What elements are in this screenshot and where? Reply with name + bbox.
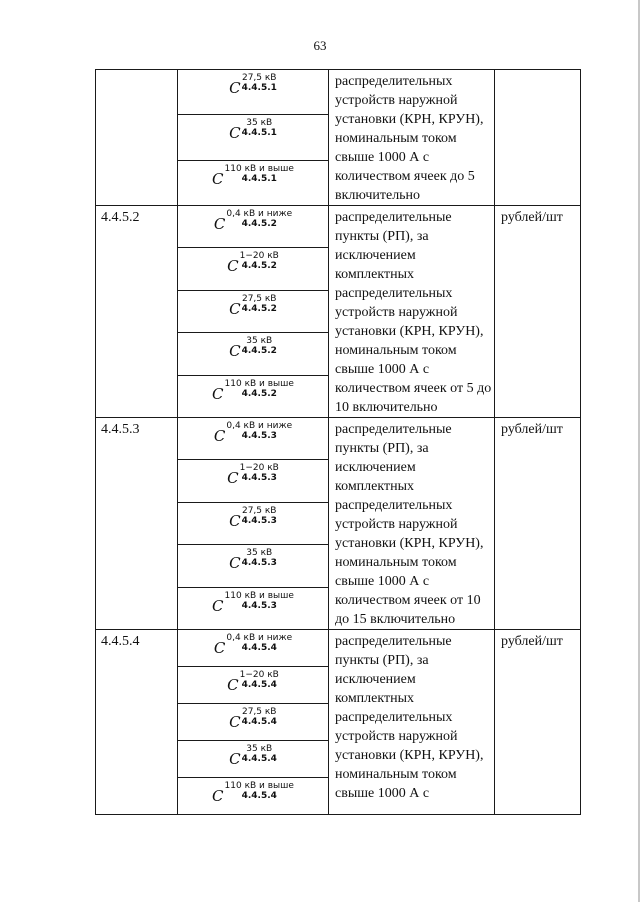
- rate-symbol-cell: [178, 248, 329, 290]
- rate-symbol-voltage: 27,5 кВ: [241, 293, 277, 304]
- rate-symbol-base: C: [227, 469, 239, 488]
- rate-symbol-base: C: [212, 596, 224, 615]
- item-code: 4.4.5.4: [96, 630, 178, 815]
- item-code: [96, 70, 178, 206]
- rate-symbol-voltage: 110 кВ и выше: [224, 781, 294, 791]
- rate-symbol-index: 4.4.5.3: [241, 515, 277, 526]
- rate-symbol: [214, 421, 292, 445]
- rate-symbol-voltage: 1−20 кВ: [239, 670, 279, 680]
- rate-symbol: [229, 294, 277, 318]
- table-row: [96, 630, 581, 667]
- rate-symbol-index: 4.4.5.2: [241, 388, 277, 399]
- rate-symbol: [229, 336, 277, 360]
- rate-symbol-voltage: 0,4 кВ и ниже: [226, 633, 293, 643]
- rate-symbol-voltage: 0,4 кВ и ниже: [226, 209, 293, 219]
- rate-symbol-cell: [178, 206, 329, 248]
- rate-symbol-index: 4.4.5.1: [241, 83, 277, 93]
- rate-symbol-index: 4.4.5.2: [241, 303, 277, 314]
- item-code: 4.4.5.3: [96, 418, 178, 630]
- rate-symbol: [212, 164, 294, 188]
- item-unit: рублей/шт: [495, 418, 581, 630]
- rate-symbol-voltage: 35 кВ: [246, 744, 273, 754]
- rate-symbol: [229, 744, 277, 768]
- rate-symbol-cell: [178, 630, 329, 667]
- rate-symbol-cell: [178, 778, 329, 815]
- item-description: распределительные пункты (РП), за исключением комплектных распределительных устройств наружной установки (КРН, КРУН), номинальным током свыше 1000 А с количеством ячеек от 10 до 15 включительно: [329, 418, 495, 630]
- rate-symbol-voltage: 35 кВ: [246, 336, 273, 347]
- rate-symbol: [227, 670, 279, 694]
- rate-symbol-cell: [178, 290, 329, 332]
- rate-symbol-voltage: 35 кВ: [246, 548, 273, 559]
- rate-symbol-base: C: [229, 750, 241, 768]
- item-description: распределительные пункты (РП), за исключением комплектных распределительных устройств наружной установки (КРН, КРУН), номинальным током свыше 1000 А с: [329, 630, 495, 815]
- rate-symbol-base: C: [229, 299, 241, 318]
- rate-symbol-index: 4.4.5.4: [241, 754, 277, 764]
- rate-symbol-voltage: 27,5 кВ: [241, 505, 277, 516]
- rate-symbol-index: 4.4.5.3: [241, 558, 277, 569]
- rate-symbol-base: C: [229, 511, 241, 530]
- rate-symbol-cell: [178, 460, 329, 502]
- rate-symbol-base: C: [213, 427, 226, 445]
- item-unit: [495, 70, 581, 206]
- rate-symbol-index: 4.4.5.4: [241, 680, 277, 690]
- rate-symbol-base: C: [212, 787, 224, 805]
- rate-symbol-cell: [178, 587, 329, 629]
- rate-symbol-cell: [178, 160, 329, 205]
- item-code: 4.4.5.2: [96, 206, 178, 418]
- rate-symbol: [214, 209, 292, 233]
- rate-symbol-cell: [178, 418, 329, 460]
- rate-symbol-base: C: [212, 384, 224, 403]
- rate-symbol: [229, 548, 277, 572]
- rate-symbol-index: 4.4.5.4: [241, 791, 277, 801]
- rate-symbol-base: C: [229, 342, 241, 361]
- rate-symbol-index: 4.4.5.3: [241, 431, 277, 441]
- rate-symbol: [229, 506, 277, 530]
- rate-symbol-index: 4.4.5.2: [241, 346, 277, 357]
- rate-symbol-base: C: [229, 554, 241, 573]
- tariff-table: [95, 69, 581, 815]
- rate-symbol-index: 4.4.5.2: [241, 219, 277, 229]
- rate-symbol-index: 4.4.5.3: [241, 600, 277, 611]
- item-description: распределительные пункты (РП), за исключением комплектных распределительных устройств наружной установки (КРН, КРУН), номинальным током свыше 1000 А с количеством ячеек от 5 до 10 включительно: [329, 206, 495, 418]
- rate-symbol-base: C: [229, 713, 241, 731]
- rate-symbol-base: C: [227, 257, 239, 276]
- rate-symbol-cell: [178, 375, 329, 417]
- rate-symbol-index: 4.4.5.1: [241, 173, 277, 184]
- rate-symbol-index: 4.4.5.2: [241, 261, 277, 272]
- rate-symbol-base: C: [213, 215, 226, 233]
- rate-symbol: [229, 707, 277, 731]
- table-row: [96, 206, 581, 248]
- rate-symbol-cell: [178, 70, 329, 115]
- rate-symbol-voltage: 110 кВ и выше: [224, 378, 294, 389]
- rate-symbol-cell: [178, 333, 329, 375]
- rate-symbol-index: 4.4.5.3: [241, 473, 277, 484]
- rate-symbol-base: C: [229, 79, 241, 97]
- rate-symbol-cell: [178, 502, 329, 544]
- rate-symbol-index: 4.4.5.4: [241, 717, 277, 727]
- rate-symbol: [229, 118, 277, 142]
- rate-symbol-voltage: 27,5 кВ: [241, 73, 277, 83]
- rate-symbol: [229, 73, 277, 97]
- item-unit: рублей/шт: [495, 630, 581, 815]
- item-description: распределительных устройств наружной установки (КРН, КРУН), номинальным током свыше 1000 А с количеством ячеек до 5 включительно: [329, 70, 495, 206]
- item-unit: рублей/шт: [495, 206, 581, 418]
- table-row: [96, 418, 581, 460]
- rate-symbol-voltage: 27,5 кВ: [241, 707, 277, 717]
- rate-symbol: [227, 463, 279, 487]
- rate-symbol-base: C: [229, 124, 241, 143]
- rate-symbol-cell: [178, 667, 329, 704]
- rate-symbol-cell: [178, 741, 329, 778]
- rate-symbol-base: C: [227, 676, 239, 694]
- rate-symbol-base: C: [212, 169, 224, 188]
- rate-symbol-index: 4.4.5.4: [241, 643, 277, 653]
- rate-symbol: [212, 781, 294, 805]
- rate-symbol-base: C: [213, 639, 226, 657]
- rate-symbol: [227, 251, 279, 275]
- table-row: [96, 70, 581, 115]
- rate-symbol-cell: [178, 115, 329, 160]
- rate-symbol-voltage: 1−20 кВ: [239, 463, 279, 474]
- rate-symbol-voltage: 35 кВ: [246, 118, 273, 129]
- page-number: 63: [313, 38, 327, 53]
- tariff-table-body: [96, 70, 581, 815]
- rate-symbol: [214, 633, 292, 657]
- rate-symbol-cell: [178, 704, 329, 741]
- rate-symbol-voltage: 0,4 кВ и ниже: [226, 421, 293, 431]
- rate-symbol: [212, 591, 294, 615]
- rate-symbol-index: 4.4.5.1: [241, 128, 277, 139]
- rate-symbol-voltage: 110 кВ и выше: [224, 163, 294, 174]
- rate-symbol-cell: [178, 545, 329, 587]
- rate-symbol-voltage: 1−20 кВ: [239, 251, 279, 262]
- rate-symbol: [212, 379, 294, 403]
- rate-symbol-voltage: 110 кВ и выше: [224, 590, 294, 601]
